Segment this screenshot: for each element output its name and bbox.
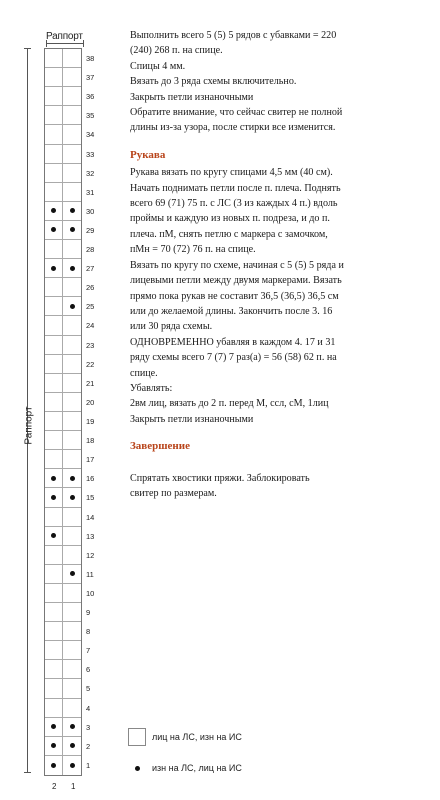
chart-row (45, 183, 81, 202)
black-dot-icon (128, 759, 146, 777)
row-number: 7 (86, 646, 91, 656)
chart-cell (45, 603, 63, 621)
row-number: 28 (86, 245, 95, 255)
chart-cell (63, 106, 81, 124)
black-dot-icon (51, 763, 56, 768)
row-number: 23 (86, 340, 95, 350)
chart-cell (63, 87, 81, 105)
black-dot-icon (51, 476, 56, 481)
chart-row (45, 297, 81, 316)
row-number: 34 (86, 130, 95, 140)
chart-cell (63, 508, 81, 526)
chart-cell (45, 278, 63, 296)
chart-cell (45, 259, 63, 277)
row-number: 22 (86, 359, 95, 369)
chart-cell (45, 68, 63, 86)
row-number: 27 (86, 264, 95, 274)
row-number: 17 (86, 455, 95, 465)
text-line: Вязать по кругу по схеме, начиная с 5 (5) 5 ряда и (130, 259, 344, 271)
chart-row (45, 488, 81, 507)
chart-row (45, 679, 81, 698)
chart-cell (45, 546, 63, 564)
chart-cell (63, 679, 81, 697)
chart-cell (63, 565, 81, 583)
chart-cell (45, 316, 63, 334)
chart-cell (63, 718, 81, 736)
chart-cell (45, 125, 63, 143)
chart-row (45, 374, 81, 393)
chart-cell (63, 431, 81, 449)
chart-cell (63, 355, 81, 373)
legend-item-purl (128, 758, 242, 778)
text-line: Закрыть петли изнаночными (130, 413, 254, 425)
row-number: 2 (86, 741, 91, 751)
chart-cell (63, 756, 81, 775)
chart-cell (63, 527, 81, 545)
chart-cell (45, 641, 63, 659)
chart-cell (63, 202, 81, 220)
row-number: 25 (86, 302, 95, 312)
chart-cell (45, 450, 63, 468)
text-line: длины из-за узора, после стирки все изменится. (130, 122, 336, 134)
chart-cell (45, 355, 63, 373)
black-dot-icon (70, 571, 75, 576)
chart-cell (63, 125, 81, 143)
chart-cell (45, 336, 63, 354)
chart-cell (45, 221, 63, 239)
chart-cell (63, 450, 81, 468)
chart-row (45, 125, 81, 144)
chart-cell (45, 622, 63, 640)
chart-row (45, 718, 81, 737)
empty-square-icon (128, 728, 146, 746)
chart-cell (45, 469, 63, 487)
chart-row (45, 660, 81, 679)
chart-cell (63, 49, 81, 67)
chart-cell (45, 145, 63, 163)
section-title-finishing: Завершение (130, 440, 190, 453)
chart-cell (63, 164, 81, 182)
chart-cell (45, 183, 63, 201)
sleeves-section (130, 165, 432, 427)
row-number: 37 (86, 73, 95, 83)
chart-cell (45, 202, 63, 220)
raport-side-label: Раппорт (23, 406, 35, 445)
row-number: 33 (86, 149, 95, 159)
legend-label: изн на ЛС, лиц на ИС (152, 763, 242, 773)
intro-section (130, 28, 432, 136)
text-line: спице. (130, 367, 158, 379)
text-line: или до желаемой длины. Закончить после 3. 16 (130, 305, 333, 317)
text-line: Рукава вязать по кругу спицами 4,5 мм (40 см). (130, 167, 333, 179)
chart-row (45, 240, 81, 259)
chart-row (45, 603, 81, 622)
chart-cell (45, 164, 63, 182)
chart-row (45, 641, 81, 660)
text-line: (240) 268 п. на спице. (130, 45, 223, 57)
text-line: пМн = 70 (72) 76 п. на спице. (130, 244, 256, 256)
chart-cell (63, 259, 81, 277)
chart-row (45, 699, 81, 718)
column-number: 2 (52, 782, 57, 791)
row-number: 24 (86, 321, 95, 331)
chart-cell (45, 412, 63, 430)
chart-row (45, 508, 81, 527)
knitting-chart (0, 0, 120, 800)
row-number: 16 (86, 474, 95, 484)
row-number: 14 (86, 512, 95, 522)
instructions (130, 28, 432, 501)
black-dot-icon (51, 266, 56, 271)
row-number: 5 (86, 684, 91, 694)
row-number: 9 (86, 608, 91, 618)
chart-row (45, 355, 81, 374)
row-number: 18 (86, 436, 95, 446)
text-line: Выполнить всего 5 (5) 5 рядов с убавками = 220 (130, 30, 337, 41)
legend-label: лиц на ЛС, изн на ИС (152, 732, 242, 742)
text-line: лицевыми петли между двумя маркерами. Вязать (130, 275, 342, 287)
chart-grid (44, 48, 82, 776)
chart-row (45, 431, 81, 450)
chart-row (45, 316, 81, 335)
chart-cell (63, 316, 81, 334)
text-line: проймы и каждую из новых п. подреза, и до п. (130, 213, 330, 225)
chart-row (45, 737, 81, 756)
row-number: 29 (86, 225, 95, 235)
chart-cell (45, 87, 63, 105)
chart-cell (63, 603, 81, 621)
black-dot-icon (70, 476, 75, 481)
row-number: 13 (86, 531, 95, 541)
chart-cell (45, 508, 63, 526)
text-line: свитер по размерам. (130, 487, 217, 499)
text-line: Закрыть петли изнаночными (130, 91, 254, 103)
legend-item-knit (128, 727, 242, 747)
row-number: 20 (86, 397, 95, 407)
row-number: 4 (86, 703, 91, 713)
chart-cell (45, 565, 63, 583)
row-number: 31 (86, 187, 95, 197)
black-dot-icon (70, 227, 75, 232)
chart-cell (45, 679, 63, 697)
chart-cell (63, 469, 81, 487)
chart-cell (45, 106, 63, 124)
text-line: Начать поднимать петли после п. плеча. Поднять (130, 182, 341, 194)
chart-row (45, 469, 81, 488)
row-number: 8 (86, 627, 91, 637)
black-dot-icon (51, 208, 56, 213)
row-number: 21 (86, 378, 95, 388)
chart-cell (45, 527, 63, 545)
chart-row (45, 202, 81, 221)
row-number: 1 (86, 760, 91, 770)
chart-row (45, 756, 81, 775)
chart-row (45, 450, 81, 469)
black-dot-icon (70, 743, 75, 748)
chart-row (45, 546, 81, 565)
text-line: ОДНОВРЕМЕННО убавляя в каждом 4. 17 и 31 (130, 336, 336, 348)
raport-top-bracket (46, 43, 84, 44)
chart-cell (45, 584, 63, 602)
row-number: 6 (86, 665, 91, 675)
text-line: Спрятать хвостики пряжи. Заблокировать (130, 472, 310, 484)
row-number: 32 (86, 168, 95, 178)
chart-cell (63, 546, 81, 564)
chart-cell (63, 278, 81, 296)
text-line: Убавлять: (130, 382, 173, 394)
chart-cell (45, 431, 63, 449)
chart-cell (45, 660, 63, 678)
black-dot-icon (70, 763, 75, 768)
text-line: прямо пока рукав не составит 36,5 (36,5) 36,5 см (130, 290, 339, 302)
chart-row (45, 87, 81, 106)
chart-cell (63, 641, 81, 659)
black-dot-icon (70, 724, 75, 729)
black-dot-icon (70, 304, 75, 309)
black-dot-icon (70, 266, 75, 271)
black-dot-icon (70, 495, 75, 500)
chart-cell (63, 393, 81, 411)
column-number: 1 (71, 782, 76, 791)
chart-cell (45, 393, 63, 411)
row-number: 36 (86, 92, 95, 102)
chart-cell (63, 221, 81, 239)
chart-row (45, 336, 81, 355)
chart-row (45, 221, 81, 240)
chart-row (45, 145, 81, 164)
chart-row (45, 68, 81, 87)
chart-row (45, 393, 81, 412)
raport-top-label: Раппорт (46, 31, 83, 42)
chart-cell (63, 622, 81, 640)
chart-cell (63, 336, 81, 354)
chart-cell (45, 374, 63, 392)
row-number: 11 (86, 569, 94, 579)
text-line: ряду схемы всего 7 (7) 7 раз(а) = 56 (58) 62 п. на (130, 352, 337, 364)
chart-cell (45, 240, 63, 258)
chart-cell (63, 737, 81, 755)
row-number: 3 (86, 722, 91, 732)
chart-row (45, 259, 81, 278)
row-number: 26 (86, 283, 95, 293)
text-line: всего 69 (71) 75 п. с ЛС (3 из каждых 4 п.) вдоль (130, 198, 338, 210)
text-line: плеча. пМ, снять петлю с маркера с замочком, (130, 228, 328, 240)
row-number: 30 (86, 206, 95, 216)
black-dot-icon (51, 495, 56, 500)
chart-cell (45, 756, 63, 775)
chart-cell (63, 374, 81, 392)
chart-row (45, 584, 81, 603)
black-dot-icon (70, 208, 75, 213)
row-number: 19 (86, 417, 95, 426)
text-line: или 30 ряда схемы. (130, 321, 213, 333)
chart-cell (63, 584, 81, 602)
black-dot-icon (51, 533, 56, 538)
chart-row (45, 565, 81, 584)
chart-cell (63, 412, 81, 430)
chart-row (45, 278, 81, 297)
chart-cell (63, 240, 81, 258)
row-number: 10 (86, 588, 95, 598)
chart-cell (45, 737, 63, 755)
chart-cell (63, 488, 81, 506)
chart-cell (45, 488, 63, 506)
black-dot-icon (51, 743, 56, 748)
chart-cell (63, 699, 81, 717)
text-line: Спицы 4 мм. (130, 60, 186, 72)
chart-row (45, 412, 81, 431)
chart-cell (45, 699, 63, 717)
row-number: 35 (86, 111, 95, 121)
chart-cell (63, 297, 81, 315)
black-dot-icon (51, 724, 56, 729)
chart-row (45, 164, 81, 183)
chart-row (45, 106, 81, 125)
text-line: Обратите внимание, что сейчас свитер не полной (130, 107, 343, 119)
text-line: Вязать до 3 ряда схемы включительно. (130, 76, 297, 88)
row-number: 15 (86, 493, 95, 503)
chart-cell (63, 660, 81, 678)
chart-cell (45, 49, 63, 67)
chart-cell (63, 183, 81, 201)
black-dot-icon (51, 227, 56, 232)
chart-row (45, 622, 81, 641)
chart-row (45, 527, 81, 546)
text-line: 2вм лиц, вязать до 2 п. перед М, ссл, сМ, 1лиц (130, 398, 329, 410)
finishing-section (130, 471, 432, 502)
row-number: 38 (86, 54, 95, 63)
chart-cell (63, 145, 81, 163)
chart-cell (63, 68, 81, 86)
chart-cell (45, 297, 63, 315)
row-number: 12 (86, 550, 95, 560)
chart-cell (45, 718, 63, 736)
chart-row (45, 49, 81, 68)
section-title-sleeves: Рукава (130, 148, 166, 161)
